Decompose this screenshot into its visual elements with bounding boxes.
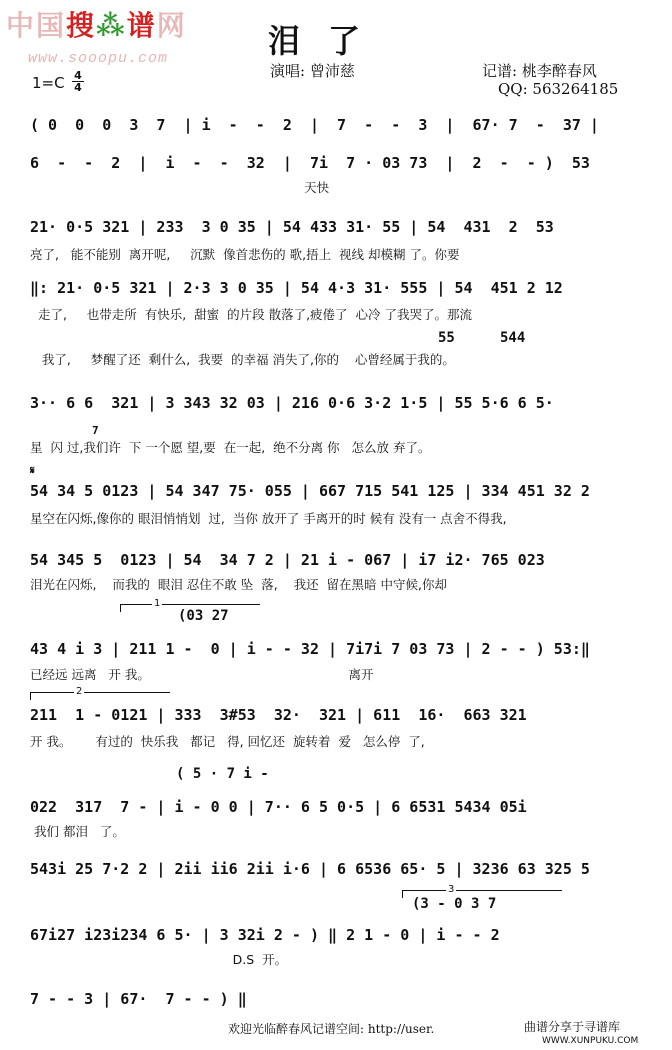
staff-lyrics-4b: 我了, 梦醒了还 剩什么, 我要 的幸福 消失了,你的 心曾经属于我的。 [30, 352, 455, 367]
paren-notes-2: ( 5 · 7 i - [176, 766, 269, 782]
staff-notes-4: ‖: 21· 0·5 321 | 2·3 3 0 35 | 54 4·3 31· 555 | 54 451 2 12 [30, 279, 563, 297]
recorder-credit: 记谱: 桃李醉春风 [482, 62, 597, 80]
logo-url: www.sooopu.com [28, 50, 169, 67]
qq-number: QQ: 563264185 [498, 80, 619, 98]
staff-lyrics-6: 星空在闪烁,像你的 眼泪悄悄划 过, 当你 放开了 手离开的时 候有 没有一 点舍不得我, [30, 511, 507, 526]
singer-credit: 演唱: 曾沛慈 [270, 62, 355, 80]
ending-bracket-2 [30, 692, 170, 700]
staff-notes-10: 022 317 7 - | i - 0 0 | 7·· 6 5 0·5 | 6 6531 5434 05i [30, 798, 527, 816]
seven-under: 7 [92, 424, 99, 437]
staff-notes-5: 3·· 6 6 321 | 3 343 32 03 | 216 0·6 3·2 1·5 | 55 5·6 6 5· [30, 394, 554, 412]
staff-lyrics-12: D.S 开。 [30, 952, 288, 967]
footer-share: 曲谱分享于寻谱库 [524, 1020, 621, 1034]
staff-notes-12: 67i27 i23i234 6 5· | 3 32i 2 - ) ‖ 2 1 - 0 | i - - 2 [30, 926, 500, 944]
time-signature [72, 70, 84, 93]
staff-notes-2: 6 - - 2 | i - - 32 | 7i 7 · 03 73 | 2 - - ) 53 [30, 154, 590, 172]
staff-notes-11: 543i 25 7·2 2 | 2ii ii6 2ii i·6 | 6 6536 65· 5 | 3236 63 325 5 [30, 860, 590, 878]
ending-number-3: 3 [448, 884, 455, 895]
staff-lyrics-3: 亮了, 能不能别 离开呢, 沉默 像首悲伤的 歌,捂上 视线 却模糊 了。你要 [30, 247, 460, 262]
staff-notes-1: ( 0 0 0 3 7 | i - - 2 | 7 - - 3 | 67· 7 - 37 | [30, 116, 599, 134]
song-title: 泪了 [268, 22, 389, 60]
site-logo [6, 4, 202, 74]
paren-notes-3: (3 - 0 3 7 [412, 896, 497, 912]
staff-lyrics-7: 泪光在闪烁, 而我的 眼泪 忍住不敢 坠 落, 我还 留在黑暗 中守候,你却 [30, 577, 447, 592]
footer-site: WWW.XUNPUKU.COM [542, 1036, 639, 1046]
meter-top: 4 [74, 69, 82, 82]
staff-lyrics-8: 已经远 远离 开 我。 离开 [30, 667, 374, 682]
staff-lyrics-9: 开 我。 有过的 快乐我 都记 得, 回忆还 旋转着 爱 怎么停 了, [30, 734, 425, 749]
paren-notes-1: (03 27 [178, 608, 229, 624]
staff-notes-3: 21· 0·5 321 | 233 3 0 35 | 54 433 31· 55 | 54 431 2 53 [30, 218, 554, 236]
key-signature: 1=C [32, 74, 65, 92]
alt-notes-1: 55 [438, 330, 455, 346]
footer-welcome: 欢迎光临醉春风记谱空间: http://user. [228, 1022, 435, 1036]
staff-lyrics-2: 天快 [30, 180, 330, 195]
staff-notes-6: 54 34 5 0123 | 54 347 75· 055 | 667 715 541 125 | 334 451 32 2 [30, 482, 590, 500]
ending-number-2: 2 [76, 686, 83, 697]
logo-text: 中国搜⁂谱网 [6, 9, 187, 42]
staff-lyrics-5: 星 闪 过,我们许 下 一个愿 望,要 在一起, 绝不分离 你 怎么放 弃了。 [30, 440, 431, 455]
alt-notes-2: 544 [500, 330, 526, 346]
ending-number-1: 1 [154, 598, 161, 609]
staff-lyrics-10: 我们 都泪 了。 [30, 824, 125, 839]
staff-lyrics-4: 走了, 也带走所 有快乐, 甜蜜 的片段 散落了,疲倦了 心冷 了我哭了。那流 [30, 307, 472, 322]
staff-notes-9: 211 1 - 0121 | 333 3#53 32· 321 | 611 16· 663 321 [30, 706, 527, 724]
meter-bottom: 4 [72, 81, 84, 93]
staff-notes-13: 7 - - 3 | 67· 7 - - ) ‖ [30, 990, 247, 1008]
staff-notes-7: 54 345 5 0123 | 54 34 7 2 | 21 i - 067 | i7 i2· 765 023 [30, 551, 545, 569]
segno-icon: 𝄋 [30, 464, 35, 477]
staff-notes-8: 43 4 i 3 | 211 1 - 0 | i - - 32 | 7i7i 7 03 73 | 2 - - ) 53:‖ [30, 640, 590, 658]
